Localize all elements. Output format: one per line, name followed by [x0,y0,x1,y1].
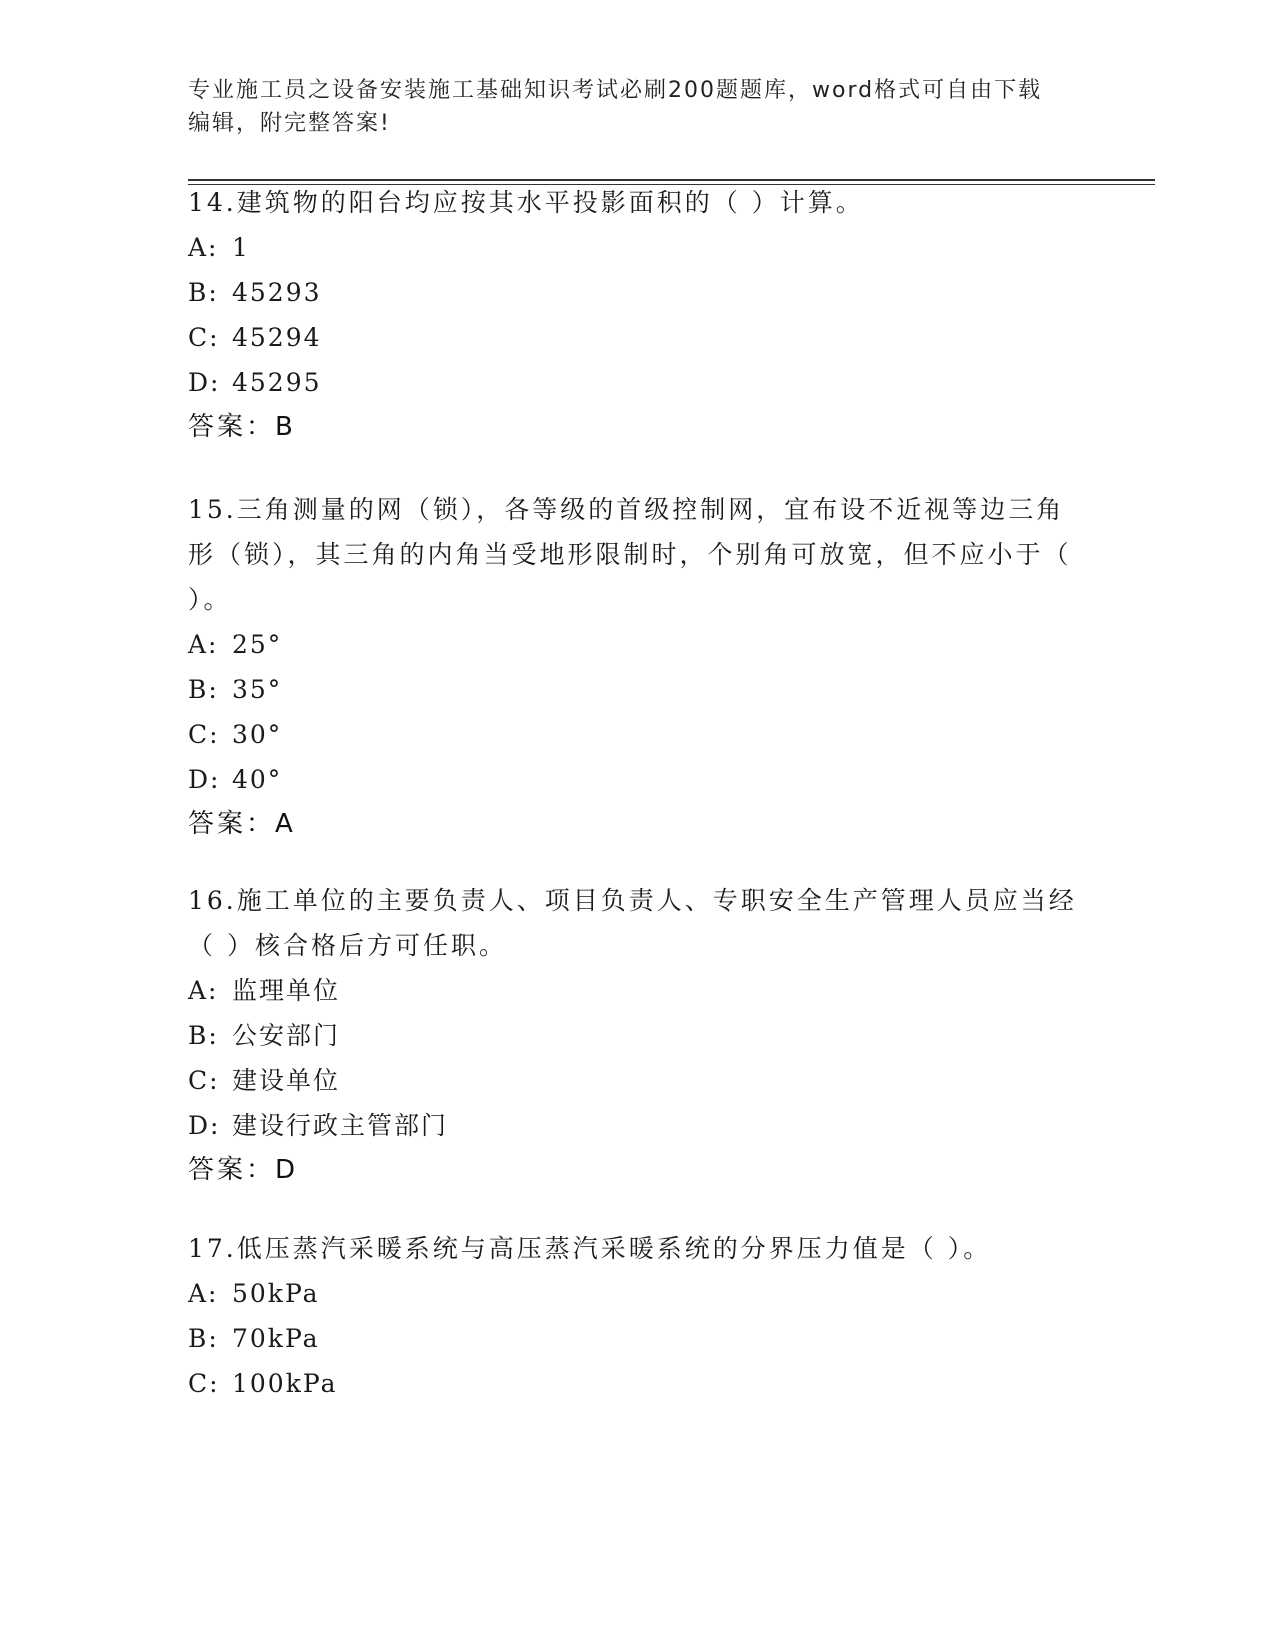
option-letter: A: [188,976,219,1005]
option-d [188,757,1088,802]
option-text: 监理单位 [232,976,341,1005]
question-stem: 14.建筑物的阳台均应按其水平投影面积的（ ）计算。 [188,188,864,217]
option-a [188,225,1088,270]
option-text: 70kPa [232,1324,320,1353]
option-b [188,270,1088,315]
option-text: 1 [232,233,250,262]
option-text: 建设单位 [232,1066,341,1095]
option-letter: B: [188,675,219,704]
option-d [188,360,1088,405]
option-letter: B: [188,1021,219,1050]
option-letter: D: [188,368,221,397]
question-17 [188,1226,1088,1406]
option-b [188,667,1088,712]
option-text: 45293 [232,278,322,307]
option-text: 45294 [232,323,322,352]
option-c [188,712,1088,757]
option-letter: A: [188,630,219,659]
option-c [188,315,1088,360]
option-c [188,1361,1088,1406]
document-header [188,74,1068,140]
option-c [188,1058,1088,1103]
header-title-line-2: 编辑，附完整答案! [188,111,391,136]
option-d [188,1103,1088,1148]
question-16 [188,878,1088,1193]
option-text: 35° [232,675,283,704]
option-letter: C: [188,1369,220,1398]
option-text: 30° [232,720,283,749]
answer: 答案：A [188,809,296,839]
option-letter: C: [188,1066,220,1095]
option-a [188,622,1088,667]
option-text: 100kPa [232,1369,338,1398]
option-text: 25° [232,630,283,659]
option-b [188,1013,1088,1058]
option-letter: C: [188,720,220,749]
header-title-line-1: 专业施工员之设备安装施工基础知识考试必刷200题题库，word格式可自由下载 [188,78,1043,103]
option-text: 建设行政主管部门 [232,1111,449,1140]
option-letter: A: [188,233,219,262]
option-letter: D: [188,765,221,794]
option-letter: B: [188,278,219,307]
option-letter: C: [188,323,220,352]
question-stem: 17.低压蒸汽采暖系统与高压蒸汽采暖系统的分界压力值是（ ）。 [188,1234,992,1263]
option-text: 45295 [232,368,322,397]
answer: 答案：D [188,1155,299,1185]
option-b [188,1316,1088,1361]
option-letter: A: [188,1279,219,1308]
option-letter: D: [188,1111,221,1140]
question-14 [188,180,1088,450]
option-a [188,1271,1088,1316]
option-a [188,968,1088,1013]
option-text: 公安部门 [232,1021,341,1050]
question-stem: 16.施工单位的主要负责人、项目负责人、专职安全生产管理人员应当经（ ）核合格后方可任职。 [188,886,1077,960]
question-stem: 15.三角测量的网（锁），各等级的首级控制网，宜布设不近视等边三角形（锁），其三角的内角当受地形限制时，个别角可放宽，但不应小于（ ）。 [188,495,1072,614]
option-text: 40° [232,765,283,794]
option-letter: B: [188,1324,219,1353]
option-text: 50kPa [232,1279,320,1308]
question-15 [188,487,1088,847]
answer: 答案：B [188,412,296,442]
